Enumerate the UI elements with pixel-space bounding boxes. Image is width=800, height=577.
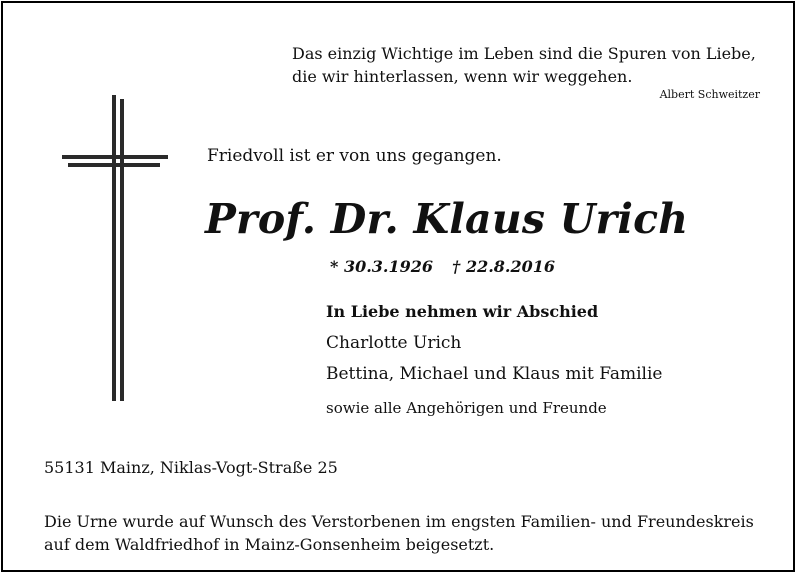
burial-notice bbox=[44, 510, 754, 556]
cross-icon bbox=[60, 95, 170, 405]
intro-text: Friedvoll ist er von uns gegangen. bbox=[207, 146, 502, 166]
mourner-name: Charlotte Urich bbox=[326, 333, 462, 353]
address: 55131 Mainz, Niklas-Vogt-Straße 25 bbox=[44, 458, 338, 477]
burial-notice-line-1: Die Urne wurde auf Wunsch des Verstorbenen im engsten Familien- und Freundeskreis bbox=[44, 512, 754, 531]
birth-date: * 30.3.1926 bbox=[330, 257, 434, 276]
relatives-friends: sowie alle Angehörigen und Freunde bbox=[326, 399, 607, 417]
farewell-heading: In Liebe nehmen wir Abschied bbox=[326, 302, 599, 321]
deceased-name: Prof. Dr. Klaus Urich bbox=[205, 195, 689, 243]
quote-author: Albert Schweitzer bbox=[659, 88, 760, 101]
death-date: † 22.8.2016 bbox=[452, 257, 556, 276]
quote-line-2: die wir hinterlassen, wenn wir weggehen. bbox=[292, 67, 633, 86]
quote bbox=[292, 42, 756, 88]
burial-notice-line-2: auf dem Waldfriedhof in Mainz-Gonsenheim beigesetzt. bbox=[44, 535, 495, 554]
mourner-name: Bettina, Michael und Klaus mit Familie bbox=[326, 364, 663, 384]
quote-line-1: Das einzig Wichtige im Leben sind die Spuren von Liebe, bbox=[292, 44, 756, 63]
